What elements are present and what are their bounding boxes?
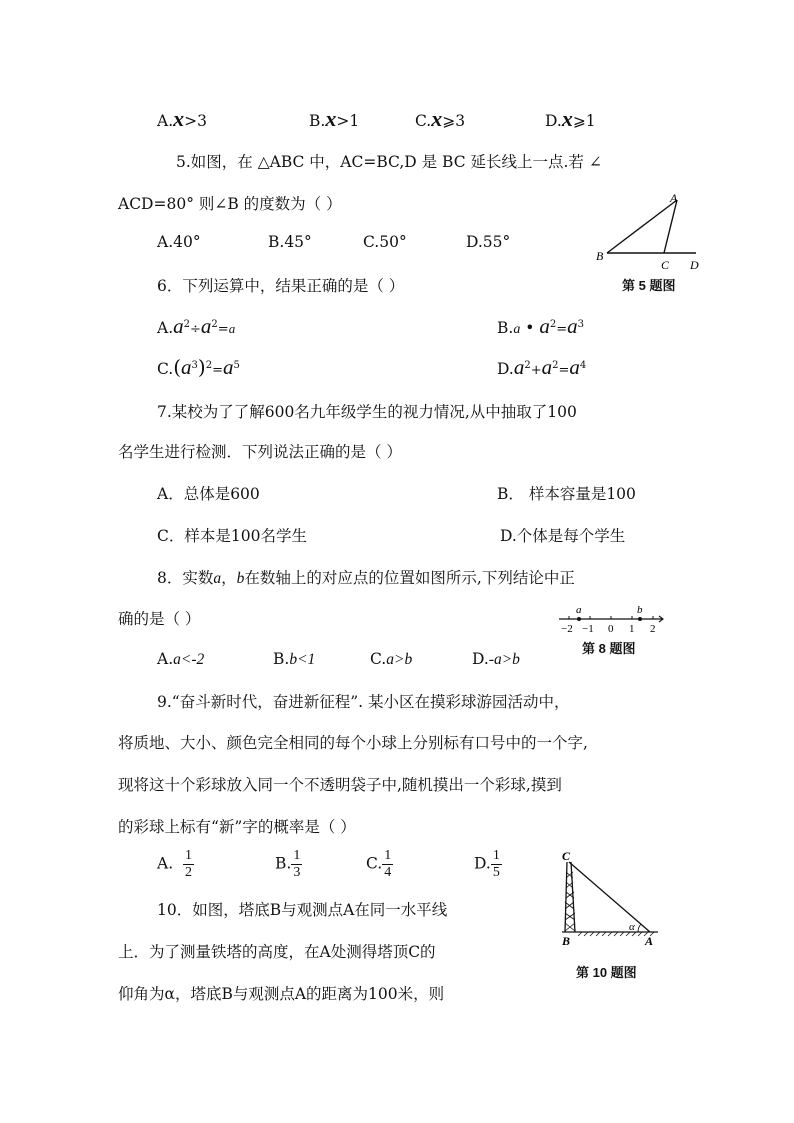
q6-stem: 6．下列运算中，结果正确的是（ ） (157, 277, 405, 295)
fraction-numerator: 1 (293, 848, 301, 863)
fraction (491, 848, 502, 881)
q5-stem-line1: 5.如图，在 △ABC 中，AC=BC,D 是 BC 延长线上一点.若 ∠ (176, 153, 602, 171)
math-result: a (223, 355, 234, 379)
tick-label: 1 (629, 623, 635, 635)
label-b: B (596, 249, 604, 263)
label-c: C (661, 258, 670, 272)
variable-x: x (431, 106, 443, 131)
q9-option-b (275, 848, 302, 881)
point-a-label: a (576, 604, 582, 616)
q8-stem-line2: 确的是（ ） (118, 610, 201, 628)
q10-stem-line3: 仰角为α，塔底B与观测点A的距离为100米，则 (118, 985, 445, 1003)
point-b-dot (638, 617, 642, 621)
tick-label: −1 (582, 623, 594, 635)
q6-option-label: D. (497, 360, 514, 378)
q8-stem-text: 8．实数 (157, 569, 214, 587)
q8-option-label: C. (370, 650, 387, 668)
q4-option-c (415, 106, 465, 132)
q9-stem-line1: 9.“奋斗新时代，奋进新征程”. 某小区在摸彩球游园活动中， (157, 693, 570, 711)
fraction-denominator: 3 (293, 865, 301, 880)
q6-option-label: A. (157, 319, 174, 337)
math-exponent: 2 (211, 318, 218, 330)
q6-option-c (157, 355, 240, 380)
fraction-numerator: 1 (492, 848, 500, 863)
q8-stem-line1 (157, 566, 575, 588)
label-alpha: α (629, 921, 635, 933)
fraction (382, 848, 393, 881)
q4-option-relation: >1 (336, 112, 360, 130)
q8-number-line-figure (555, 601, 667, 637)
fraction-denominator: 4 (384, 865, 392, 880)
q7-option-d: D.个体是每个学生 (500, 527, 626, 545)
q8-option-c (370, 650, 412, 669)
fraction-denominator: 5 (492, 865, 500, 880)
q9-stem-line3: 现将这十个彩球放入同一个不透明袋子中,随机摸出一个彩球,摸到 (118, 776, 562, 794)
variable-x: x (173, 106, 185, 131)
q6-option-d (497, 355, 586, 380)
label-c: C (562, 849, 571, 863)
q9-stem-line4: 的彩球上标有“新”字的概率是（ ） (118, 818, 356, 836)
q9-option-label: D. (474, 854, 491, 873)
q9-stem-line2: 将质地、大小、颜色完全相同的每个小球上分别标有口号中的一个字, (118, 734, 588, 752)
q6-option-b (497, 314, 584, 339)
q10-stem-line1: 10．如图，塔底B与观测点A在同一水平线 (157, 901, 448, 919)
math-base: a (200, 314, 212, 338)
q7-stem-line2: 名学生进行检测．下列说法正确的是（ ） (118, 443, 402, 461)
q4-option-relation: >3 (184, 112, 207, 130)
q5-triangle-figure (592, 190, 712, 272)
label-a: A (670, 191, 678, 205)
q6-option-a (157, 314, 235, 339)
q5-option-d: D.55° (466, 233, 511, 251)
label-b: B (562, 934, 571, 946)
q6-option-label: B. (497, 319, 514, 337)
q7-stem-line1: 7.某校为了了解600名九年级学生的视力情况,从中抽取了100 (157, 403, 577, 421)
math-equals: = (556, 322, 568, 337)
math-base: a (541, 355, 553, 379)
q4-option-d (545, 106, 596, 132)
math-exponent: 3 (577, 318, 585, 330)
math-equals: = (217, 322, 229, 337)
math-equals: = (212, 363, 224, 378)
label-d: D (690, 258, 699, 272)
math-base: a (513, 322, 521, 337)
math-result: a (569, 355, 580, 379)
math-paren: ( (173, 355, 182, 379)
q9-option-d (474, 848, 502, 881)
q10-figure-caption: 第 10 题图 (576, 965, 637, 980)
q8-stem-separator: ， (221, 569, 237, 587)
q8-figure-caption: 第 8 题图 (582, 641, 636, 656)
q7-option-b: B． 样本容量是100 (497, 485, 636, 503)
q4-option-relation: ⩾3 (442, 112, 466, 130)
math-exponent: 2 (524, 359, 531, 371)
math-exponent: 2 (183, 318, 190, 330)
fraction (291, 848, 302, 881)
q5-stem-line2: ACD=80° 则∠B 的度数为（ ） (118, 195, 342, 213)
q9-option-label: A. (157, 854, 174, 873)
math-equals: = (558, 363, 570, 378)
q8-option-label: A. (157, 650, 174, 668)
q9-option-label: C. (366, 854, 383, 873)
q9-option-a (157, 848, 194, 881)
q4-option-b (309, 106, 359, 132)
variable-x: x (561, 106, 573, 131)
point-b-label: b (637, 604, 643, 616)
q8-option-label: B. (273, 650, 290, 668)
tick-label: 2 (650, 623, 656, 635)
q5-option-c: C.50° (363, 233, 407, 251)
q8-option-d (472, 650, 520, 669)
q8-option-expr: b<1 (289, 651, 316, 668)
q5-figure-caption: 第 5 题图 (622, 278, 676, 293)
math-operator: ÷ (190, 322, 201, 337)
q8-stem-text: 在数轴上的对应点的位置如图所示,下列结论中正 (244, 569, 575, 587)
q8-option-expr: a<-2 (173, 651, 205, 668)
math-operator: • (525, 319, 535, 337)
math-result: a (567, 314, 578, 338)
variable-b: b (236, 570, 245, 587)
tick-label: −2 (561, 623, 573, 635)
variable-a: a (213, 570, 222, 587)
math-base: a (181, 355, 192, 379)
q8-option-b (273, 650, 315, 669)
math-exponent: 2 (552, 359, 559, 371)
math-base: a (513, 355, 525, 379)
math-base: a (539, 314, 550, 338)
q5-option-a: A.40° (157, 233, 201, 251)
q4-option-relation: ⩾1 (572, 112, 596, 130)
math-operator: + (530, 363, 542, 378)
q8-option-expr: -a>b (488, 651, 520, 668)
q7-option-a: A．总体是600 (157, 485, 260, 503)
math-paren: ) (197, 355, 206, 379)
variable-x: x (325, 106, 337, 131)
tick-label: 0 (608, 623, 614, 635)
math-exponent: 3 (191, 359, 198, 371)
q10-tower-figure (558, 848, 664, 946)
q8-option-label: D. (472, 650, 489, 668)
math-base: a (173, 314, 184, 338)
fraction-denominator: 2 (184, 865, 192, 880)
q8-option-expr: a>b (386, 651, 413, 668)
fraction (183, 848, 194, 881)
q9-option-c (366, 848, 393, 881)
q6-option-label: C. (157, 360, 174, 378)
q4-option-label: C. (415, 112, 432, 130)
math-exponent: 2 (205, 359, 213, 371)
math-exponent: 4 (579, 359, 587, 371)
label-a: A (645, 934, 654, 946)
q4-option-label: B. (309, 112, 326, 130)
q10-stem-line2: 上．为了测量铁塔的高度，在A处测得塔顶C的 (118, 943, 436, 961)
q4-option-a (157, 106, 207, 132)
fraction-numerator: 1 (384, 848, 392, 863)
point-a-dot (577, 617, 581, 621)
fraction-numerator: 1 (184, 848, 192, 863)
q5-option-b: B.45° (268, 233, 312, 251)
q4-option-label: A. (157, 112, 174, 130)
q8-option-a (157, 650, 204, 669)
q7-option-c: C．样本是100名学生 (157, 527, 307, 545)
math-result: a (228, 321, 236, 336)
math-exponent: 2 (549, 318, 557, 330)
q4-option-label: D. (545, 112, 562, 130)
math-exponent: 5 (233, 359, 240, 371)
q9-option-label: B. (275, 854, 292, 873)
